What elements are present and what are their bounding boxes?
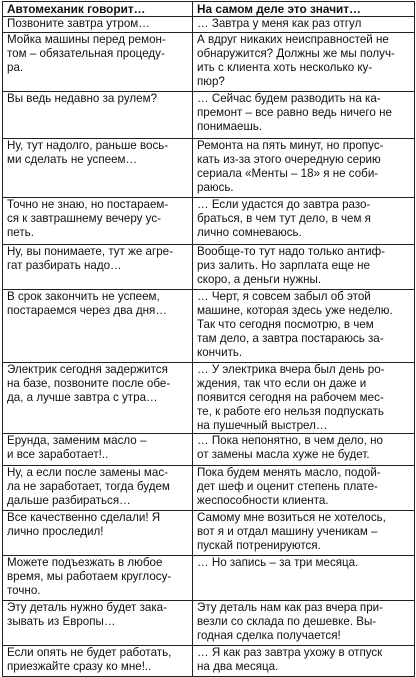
mechanic-phrase: Если опять не будет работать, приезжайте сразу ко мне!.. bbox=[3, 646, 193, 677]
table-header bbox=[3, 2, 415, 17]
table-row bbox=[3, 466, 415, 511]
actual-meaning: … Сейчас будем разводить на ка- премонт – все равно ведь ничего не понимаешь. bbox=[193, 92, 415, 139]
header-row bbox=[3, 2, 415, 17]
mechanic-phrase: Позвоните завтра утром… bbox=[3, 17, 193, 33]
table-row bbox=[3, 198, 415, 245]
table-row bbox=[3, 646, 415, 677]
mechanic-phrase: Мойка машины перед ремон- том – обязательная процеду- ра. bbox=[3, 33, 193, 92]
actual-meaning: Ремонта на пять минут, но пропус- кать из-за этого очередную серию сериала «Менты – 18» я не соби- раюсь. bbox=[193, 139, 415, 198]
table-row bbox=[3, 363, 415, 434]
actual-meaning: Эту деталь нам как раз вчера при- везли со склада по дешевке. Вы- годная сделка получается! bbox=[193, 601, 415, 646]
mechanic-phrase: Все качественно сделали! Я лично проследил! bbox=[3, 511, 193, 556]
actual-meaning: … Пока непонятно, в чем дело, но от замены масла хуже не будет. bbox=[193, 434, 415, 466]
actual-meaning: А вдруг никаких неисправностей не обнаружится? Должны же мы получ- ить с клиента хоть несколько ку- пюр? bbox=[193, 33, 415, 92]
table-row bbox=[3, 556, 415, 601]
mechanic-phrase: Эту деталь нужно будет зака- зывать из Европы… bbox=[3, 601, 193, 646]
table-row bbox=[3, 290, 415, 363]
header-actually-means: На самом деле это значит… bbox=[193, 2, 415, 17]
mechanic-phrase: Можете подъезжать в любое время, мы работаем круглосу- точно. bbox=[3, 556, 193, 601]
actual-meaning: Пока будем менять масло, подой- дет шеф и оценит степень плате- жеспособности клиента. bbox=[193, 466, 415, 511]
actual-meaning: … Я как раз завтра ухожу в отпуск на два месяца. bbox=[193, 646, 415, 677]
mechanic-phrase: Ну, вы понимаете, тут же агре- гат разбирать надо… bbox=[3, 245, 193, 290]
table-row bbox=[3, 17, 415, 33]
actual-meaning: … Черт, я совсем забыл об этой машине, которая здесь уже неделю. Так что сегодня посмотрю, в чем там дело, а завтра постараюсь за- кончить. bbox=[193, 290, 415, 363]
mechanic-phrase: Ну, а если после замены мас- ла не заработает, тогда будем дальше разбираться… bbox=[3, 466, 193, 511]
actual-meaning: … Завтра у меня как раз отгул bbox=[193, 17, 415, 33]
jokes-table bbox=[2, 1, 415, 677]
table-row bbox=[3, 245, 415, 290]
actual-meaning: Самому мне возиться не хотелось, вот я и отдал машину ученикам – пускай потренируются. bbox=[193, 511, 415, 556]
actual-meaning: … Но запись – за три месяца. bbox=[193, 556, 415, 601]
table-row bbox=[3, 601, 415, 646]
table-row bbox=[3, 511, 415, 556]
mechanic-phrase: Вы ведь недавно за рулем? bbox=[3, 92, 193, 139]
table-row bbox=[3, 434, 415, 466]
mechanic-phrase: В срок закончить не успеем, постараемся через два дня… bbox=[3, 290, 193, 363]
mechanic-phrase: Точно не знаю, но постараем- ся к завтрашнему вечеру ус- петь. bbox=[3, 198, 193, 245]
table-row bbox=[3, 33, 415, 92]
actual-meaning: Вообще-то тут надо только антиф- риз залить. Но зарплата еще не скоро, а деньги нужны. bbox=[193, 245, 415, 290]
mechanic-phrase: Электрик сегодня задержится на базе, позвоните после обе- да, а лучше завтра с утра… bbox=[3, 363, 193, 434]
table-row bbox=[3, 92, 415, 139]
actual-meaning: … Если удастся до завтра разо- браться, в чем тут дело, в чем я лично сомневаюсь. bbox=[193, 198, 415, 245]
header-mechanic-says: Автомеханик говорит… bbox=[3, 2, 193, 17]
mechanic-phrase: Ну, тут надолго, раньше вось- ми сделать не успеем… bbox=[3, 139, 193, 198]
table-row bbox=[3, 139, 415, 198]
mechanic-phrase: Ерунда, заменим масло – и все заработает!.. bbox=[3, 434, 193, 466]
actual-meaning: … У электрика вчера был день ро- ждения, так что если он даже и появится сегодня на рабочем мес- те, к работе его нельзя подпускать на пушечный выстрел… bbox=[193, 363, 415, 434]
